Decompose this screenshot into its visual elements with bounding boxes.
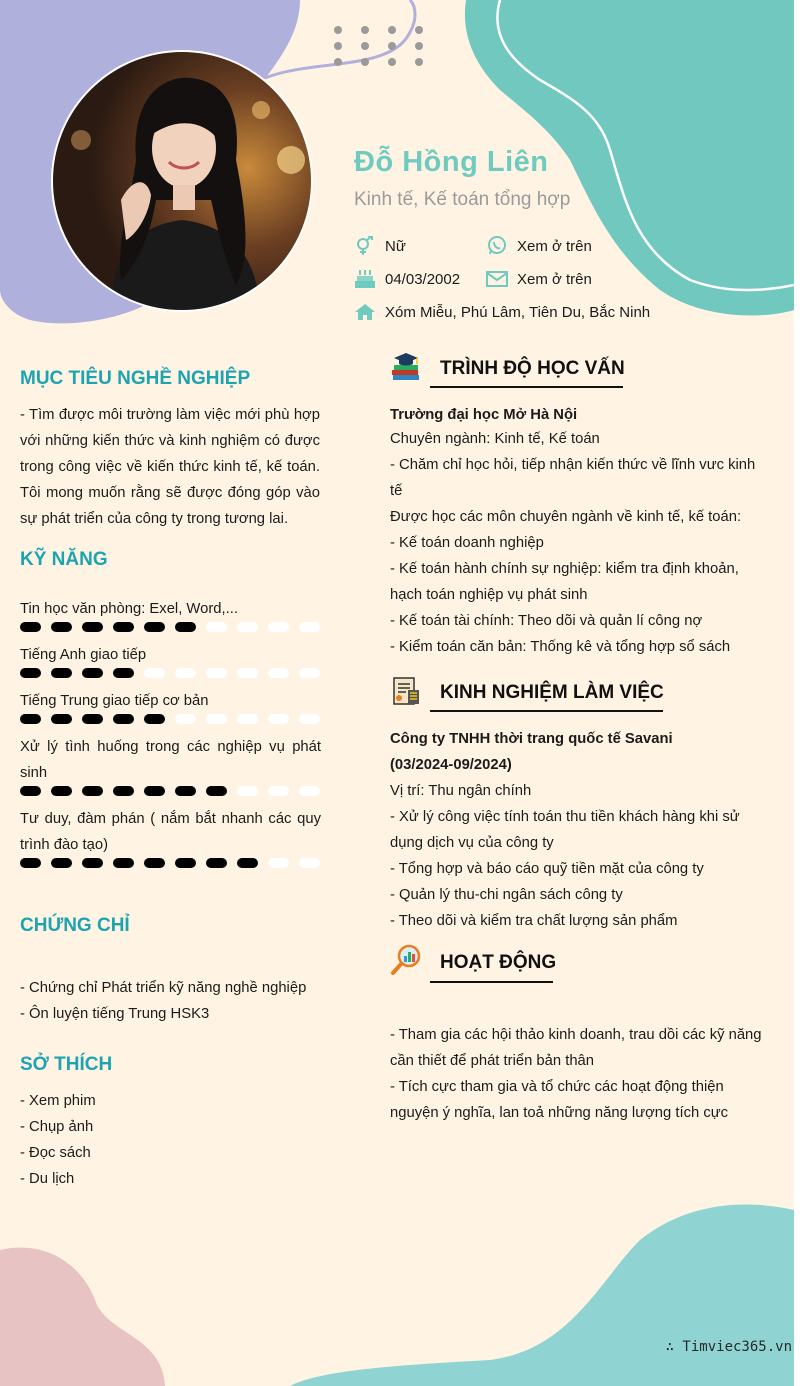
avatar [51, 50, 313, 312]
education-lines [390, 426, 770, 660]
career-goal-heading: MỤC TIÊU NGHỀ NGHIỆP [20, 368, 251, 389]
school-name-text: Trường đại học Mở Hà Nội [390, 407, 578, 423]
hobby-item: - Chụp ảnh [20, 1119, 94, 1135]
dot-pattern [330, 24, 430, 70]
work-document-icon [390, 674, 422, 706]
skill-dot-filled [113, 622, 134, 632]
activities-heading: HOẠT ĐỘNG [440, 952, 557, 973]
hobbies-heading: SỞ THÍCH [20, 1054, 113, 1075]
skill-dot-filled [113, 786, 134, 796]
certificate-item: - Ôn luyện tiếng Trung HSK3 [20, 1006, 210, 1022]
experience-line: - Xử lý công việc tính toán thu tiền khách hàng khi sử dụng dịch vụ của công ty [390, 809, 740, 851]
education-heading: TRÌNH ĐỘ HỌC VẤN [440, 358, 625, 379]
career-goal-text: - Tìm được môi trường làm việc mới phù hợp với những kiến thức và kinh nghiệm có được trong công việc về kiến thức kinh tế, kế toán. Tôi mong muốn rằng sẽ được đóng góp vào sự phát triển của công ty trong tương lai. [20, 407, 320, 527]
skill-label: Tin học văn phòng: Exel, Word,... [20, 601, 238, 617]
pink-blob [0, 1240, 170, 1386]
birthday-value: 04/03/2002 [385, 270, 461, 288]
graduation-books-icon [390, 350, 422, 382]
certificates-heading: CHỨNG CHỈ [20, 915, 130, 936]
experience-line: - Tổng hợp và báo cáo quỹ tiền mặt của công ty [390, 861, 704, 877]
teal-bottom-blob [280, 1200, 794, 1386]
skill-dot-empty [206, 668, 227, 678]
skill-dot-filled [82, 858, 103, 868]
education-line: - Kế toán doanh nghiệp [390, 535, 544, 551]
skill-dot-filled [175, 858, 196, 868]
skill-dot-filled [237, 858, 258, 868]
skill-dot-filled [175, 786, 196, 796]
school-name [390, 402, 770, 428]
skill-dot-empty [299, 622, 320, 632]
experience-heading: KINH NGHIỆM LÀM VIỆC [440, 682, 664, 703]
skill-dot-empty [268, 668, 289, 678]
email-row [486, 269, 592, 289]
skill-dot-filled [20, 668, 41, 678]
skill-dot-filled [51, 714, 72, 724]
skill-dot-filled [20, 714, 41, 724]
education-line: Được học các môn chuyên ngành về kinh tế, kế toán: [390, 509, 742, 525]
skill-dot-empty [175, 668, 196, 678]
birthday-cake-icon [354, 269, 376, 289]
skill-dot-filled [206, 786, 227, 796]
skill-rating [20, 668, 321, 678]
skill-dot-empty [268, 622, 289, 632]
education-underline [430, 386, 623, 388]
hobby-item: - Du lịch [20, 1171, 75, 1187]
watermark: ∴ Timviec365.vn [665, 1339, 792, 1355]
experience-underline [430, 710, 663, 712]
company-name: Công ty TNHH thời trang quốc tế Savani [390, 731, 673, 747]
skill-dot-filled [144, 858, 165, 868]
skill-label: Tiếng Trung giao tiếp cơ bản [20, 693, 209, 709]
skill-dot-empty [268, 714, 289, 724]
gender-row [354, 236, 406, 256]
skill-dot-filled [82, 786, 103, 796]
skill-label: Tư duy, đàm phán ( nắm bắt nhanh các quy trình đào tạo) [20, 811, 321, 853]
skill-dot-filled [82, 622, 103, 632]
skill-dot-filled [113, 858, 134, 868]
skill-dot-empty [299, 714, 320, 724]
work-period: (03/2024-09/2024) [390, 757, 512, 773]
skill-dot-empty [299, 786, 320, 796]
gender-icon [354, 236, 376, 256]
education-line: Chuyên ngành: Kinh tế, Kế toán [390, 431, 600, 447]
education-line: - Kế toán tài chính: Theo dõi và quản lí công nợ [390, 613, 703, 629]
skill-dot-filled [51, 622, 72, 632]
skill-dot-empty [206, 622, 227, 632]
address-value: Xóm Miễu, Phú Lâm, Tiên Du, Bắc Ninh [385, 303, 651, 321]
skill-dot-filled [144, 786, 165, 796]
skill-dot-filled [144, 622, 165, 632]
skill-dot-filled [51, 786, 72, 796]
skill-dot-empty [237, 714, 258, 724]
skill-dot-empty [237, 786, 258, 796]
skill-dot-filled [175, 622, 196, 632]
skill-dot-filled [51, 668, 72, 678]
skill-dot-filled [206, 858, 227, 868]
skill-dot-filled [51, 858, 72, 868]
full-name: Đỗ Hồng Liên [354, 146, 549, 178]
experience-line: - Theo dõi và kiểm tra chất lượng sản phẩm [390, 913, 678, 929]
address-row [354, 302, 650, 322]
activity-line: - Tích cực tham gia và tổ chức các hoạt động thiện nguyện ý nghĩa, lan toả những năng lượng tích cực [390, 1079, 729, 1121]
skill-dot-empty [206, 714, 227, 724]
envelope-icon [486, 269, 508, 289]
experience-line: Vị trí: Thu ngân chính [390, 783, 532, 799]
skill-dot-filled [113, 668, 134, 678]
skill-dot-filled [20, 786, 41, 796]
hobby-item: - Đọc sách [20, 1145, 91, 1161]
skill-label: Tiếng Anh giao tiếp [20, 647, 147, 663]
skill-dot-empty [268, 858, 289, 868]
phone-row [486, 236, 592, 256]
experience-block [390, 726, 770, 934]
activities-underline [430, 981, 553, 983]
skills-heading: KỸ NĂNG [20, 549, 108, 570]
skill-dot-empty [237, 668, 258, 678]
education-line: - Kế toán hành chính sự nghiệp: kiểm tra định khoản, hạch toán nghiệp vụ phát sinh [390, 561, 739, 603]
skill-rating [20, 858, 321, 868]
skill-label: Xử lý tình huống trong các nghiệp vụ phát sinh [20, 739, 321, 781]
skill-dot-filled [82, 714, 103, 724]
skill-dot-filled [82, 668, 103, 678]
skill-dot-empty [299, 858, 320, 868]
hobby-item: - Xem phim [20, 1093, 96, 1109]
experience-line: - Quản lý thu-chi ngân sách công ty [390, 887, 623, 903]
skill-dot-empty [268, 786, 289, 796]
birthday-row [354, 269, 460, 289]
education-line: - Chăm chỉ học hỏi, tiếp nhận kiến thức về lĩnh vưc kinh tế [390, 457, 756, 499]
activity-line: - Tham gia các hội thảo kinh doanh, trau dồi các kỹ năng cần thiết để phát triển bản thân [390, 1027, 762, 1069]
skill-dot-empty [299, 668, 320, 678]
skill-dot-filled [20, 858, 41, 868]
certificate-item: - Chứng chỉ Phát triển kỹ năng nghề nghiệp [20, 980, 307, 996]
skill-dot-filled [144, 714, 165, 724]
magnifier-chart-icon [390, 944, 422, 976]
skill-rating [20, 622, 321, 632]
gender-value: Nữ [385, 237, 406, 255]
email-value: Xem ở trên [517, 270, 592, 288]
job-title: Kinh tế, Kế toán tổng hợp [354, 189, 571, 210]
phone-value: Xem ở trên [517, 237, 592, 255]
whatsapp-icon [486, 236, 508, 256]
skill-dot-empty [144, 668, 165, 678]
skill-dot-filled [20, 622, 41, 632]
skill-dot-empty [237, 622, 258, 632]
activities-block [390, 1022, 770, 1126]
skill-dot-empty [175, 714, 196, 724]
skill-dot-filled [113, 714, 134, 724]
education-line: - Kiểm toán căn bản: Thống kê và tổng hợp sổ sách [390, 639, 731, 655]
skill-rating [20, 786, 321, 796]
home-icon [354, 302, 376, 322]
skill-rating [20, 714, 321, 724]
